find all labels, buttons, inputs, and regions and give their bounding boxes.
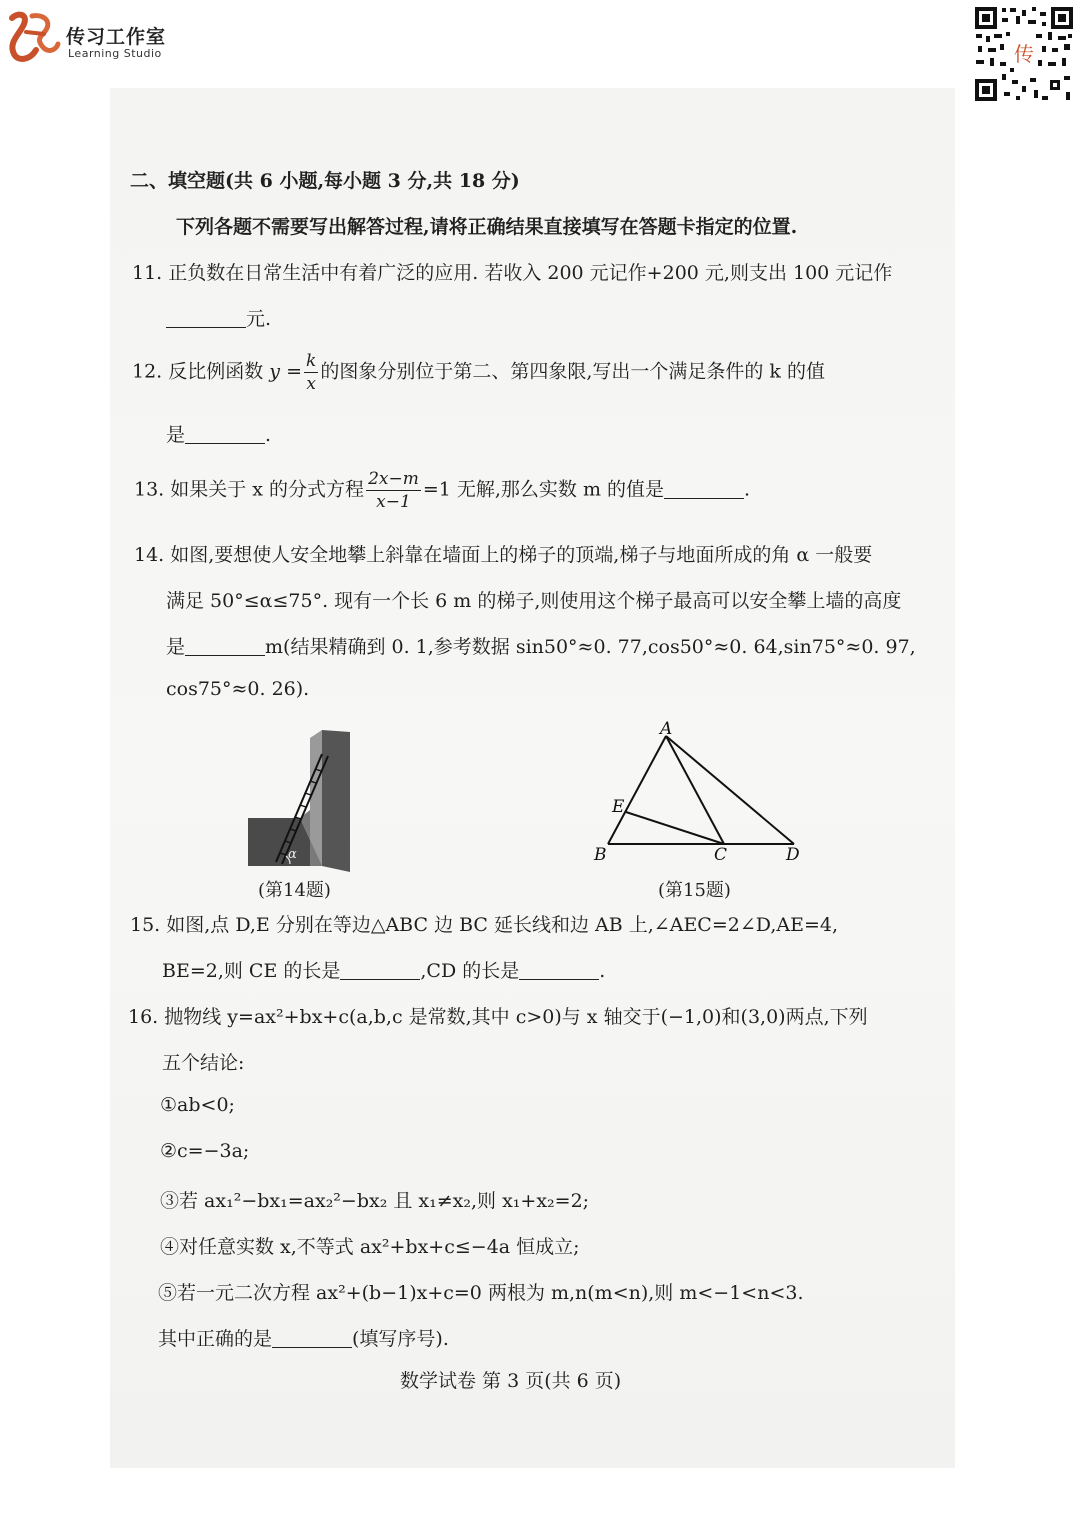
q14-blank[interactable] bbox=[185, 637, 265, 656]
q15-line2-end: . bbox=[599, 960, 606, 982]
q13-prefix: 13. 如果关于 x 的分式方程 bbox=[134, 478, 365, 501]
q16-line2: 五个结论: bbox=[162, 1052, 245, 1074]
q12-fraction bbox=[304, 350, 318, 395]
q15-line2-mid: ,CD 的长是 bbox=[420, 960, 520, 982]
q12-line2-suffix: . bbox=[265, 424, 272, 446]
studio-logo bbox=[2, 6, 182, 66]
q12-text bbox=[132, 350, 825, 395]
q15-line2-prefix: BE=2,则 CE 的长是 bbox=[162, 960, 341, 982]
q14-line1: 14. 如图,要想使人安全地攀上斜靠在墙面上的梯子的顶端,梯子与地面所成的角 α 一般要 bbox=[134, 544, 873, 566]
q12-frac-num: k bbox=[306, 351, 317, 371]
q12-frac-den: x bbox=[306, 374, 316, 394]
fig14-caption: (第14题) bbox=[258, 880, 331, 901]
q11-text: 11. 正负数在日常生活中有着广泛的应用. 若收入 200 元记作+200 元,则支出 100 元记作 bbox=[132, 262, 893, 284]
q16-line1: 16. 抛物线 y=ax²+bx+c(a,b,c 是常数,其中 c>0)与 x 轴交于(−1,0)和(3,0)两点,下列 bbox=[128, 1006, 868, 1028]
q13-end: . bbox=[744, 478, 751, 501]
logo-subtitle: Learning Studio bbox=[68, 47, 162, 60]
qr-code-icon bbox=[972, 4, 1076, 104]
q15-line1: 15. 如图,点 D,E 分别在等边△ABC 边 BC 延长线和边 AB 上,∠AEC=2∠D,AE=4, bbox=[130, 914, 839, 936]
fig15-caption: (第15题) bbox=[658, 880, 731, 901]
q13-frac-den: x−1 bbox=[376, 492, 411, 512]
q13-blank[interactable] bbox=[664, 480, 744, 499]
fig15-point-e: E bbox=[612, 797, 625, 817]
q11-answer-line bbox=[166, 304, 271, 331]
q12-suffix: 的图象分别位于第二、第四象限,写出一个满足条件的 k 的值 bbox=[320, 360, 825, 383]
page-footer: 数学试卷 第 3 页(共 6 页) bbox=[400, 1370, 622, 1392]
section-instruction: 下列各题不需要写出解答过程,请将正确结果直接填写在答题卡指定的位置. bbox=[176, 216, 798, 238]
q16-answer-prefix: 其中正确的是 bbox=[158, 1328, 273, 1350]
q12-prefix: 12. 反比例函数 bbox=[132, 360, 270, 383]
fig15-point-b: B bbox=[594, 845, 607, 865]
q15-line2 bbox=[162, 956, 605, 983]
q14-line4: cos75°≈0. 26). bbox=[166, 678, 310, 700]
q16-conclusion-3: ③若 ax₁²−bx₁=ax₂²−bx₂ 且 x₁≠x₂,则 x₁+x₂=2; bbox=[160, 1190, 590, 1212]
brush-logo-icon bbox=[2, 6, 62, 66]
q11-blank[interactable] bbox=[166, 309, 246, 328]
q12-blank[interactable] bbox=[185, 425, 265, 444]
exam-paper bbox=[110, 88, 955, 1468]
q14-line3-prefix: 是 bbox=[166, 636, 186, 658]
fig15-point-a: A bbox=[660, 719, 673, 739]
q16-conclusion-2: ②c=−3a; bbox=[160, 1140, 250, 1162]
q13-suffix: =1 无解,那么实数 m 的值是 bbox=[422, 478, 665, 501]
q13-text bbox=[134, 468, 750, 513]
q13-fraction bbox=[366, 468, 421, 513]
q16-conclusion-4: ④对任意实数 x,不等式 ax²+bx+c≤−4a 恒成立; bbox=[160, 1236, 580, 1258]
q14-line3-suffix: m(结果精确到 0. 1,参考数据 sin50°≈0. 77,cos50°≈0. 64,sin75°≈0. 97, bbox=[265, 636, 916, 658]
section-title: 二、填空题(共 6 小题,每小题 3 分,共 18 分) bbox=[130, 170, 520, 192]
fig15-point-c: C bbox=[714, 845, 728, 865]
q12-line2-prefix: 是 bbox=[166, 424, 186, 446]
fig15-point-d: D bbox=[786, 845, 800, 865]
q15-blank-ce[interactable] bbox=[340, 961, 420, 980]
qr-center-logo: 传 bbox=[1014, 42, 1034, 66]
q16-answer-suffix: (填写序号). bbox=[352, 1328, 449, 1350]
figure-15-triangle bbox=[592, 718, 812, 866]
q12-answer-line bbox=[166, 420, 271, 447]
q16-answer-line bbox=[158, 1324, 449, 1351]
q13-frac-num: 2x−m bbox=[368, 469, 419, 489]
q11-suffix: 元. bbox=[246, 308, 272, 330]
q12-yeq: y = bbox=[269, 360, 302, 383]
fig14-alpha-label: α bbox=[288, 847, 297, 862]
figure-14-ladder bbox=[240, 728, 360, 876]
q15-blank-cd[interactable] bbox=[519, 961, 599, 980]
q16-conclusion-1: ①ab<0; bbox=[160, 1094, 235, 1116]
q14-line3 bbox=[166, 632, 916, 659]
q16-blank[interactable] bbox=[272, 1329, 352, 1348]
q14-line2: 满足 50°≤α≤75°. 现有一个长 6 m 的梯子,则使用这个梯子最高可以安全攀上墙的高度 bbox=[166, 590, 902, 612]
logo-title: 传习工作室 bbox=[66, 26, 167, 48]
q16-conclusion-5: ⑤若一元二次方程 ax²+(b−1)x+c=0 两根为 m,n(m<n),则 m<−1<n<3. bbox=[158, 1282, 804, 1304]
